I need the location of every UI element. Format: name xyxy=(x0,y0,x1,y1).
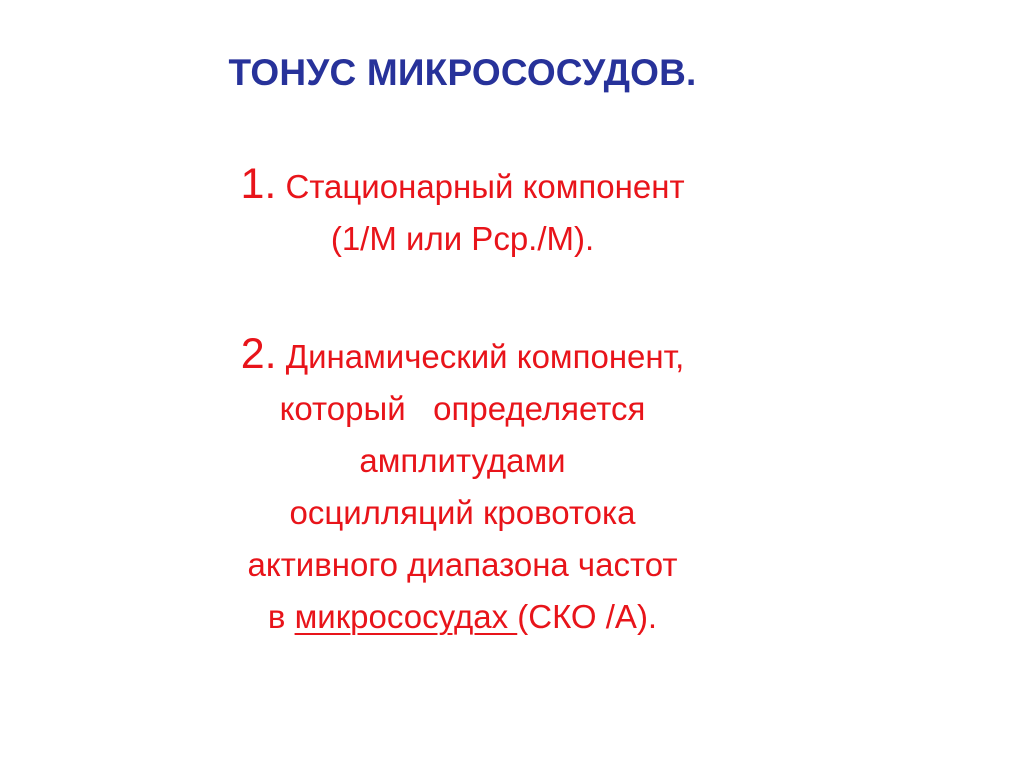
item-1-line-1 xyxy=(0,158,925,213)
item-stationary-component xyxy=(0,158,925,265)
item-2-heading: Динамический компонент, xyxy=(276,338,685,375)
microvessels-link[interactable]: микрососудах xyxy=(294,598,518,635)
item-2-line-3: амплитудами xyxy=(359,442,566,479)
item-2-line-6-prefix: в xyxy=(267,598,295,635)
item-2-line-2: который определяется xyxy=(279,390,646,427)
slide-title: ТОНУС МИКРОСОСУДОВ. xyxy=(228,52,697,93)
item-dynamic-component xyxy=(0,328,925,643)
item-1-formula: (1/М или Рср./М). xyxy=(330,220,595,257)
item-2-line-5: активного диапазона частот xyxy=(247,546,678,583)
item-2-number: 2. xyxy=(240,330,277,378)
item-2-line-4: осцилляций кровотока xyxy=(289,494,636,531)
item-2-line-1 xyxy=(0,328,925,383)
item-2-line-6-suffix: (СКО /А). xyxy=(517,598,658,635)
item-1-heading: Стационарный компонент xyxy=(276,168,685,205)
item-2-line-6 xyxy=(0,591,925,643)
item-1-number: 1. xyxy=(240,160,277,208)
